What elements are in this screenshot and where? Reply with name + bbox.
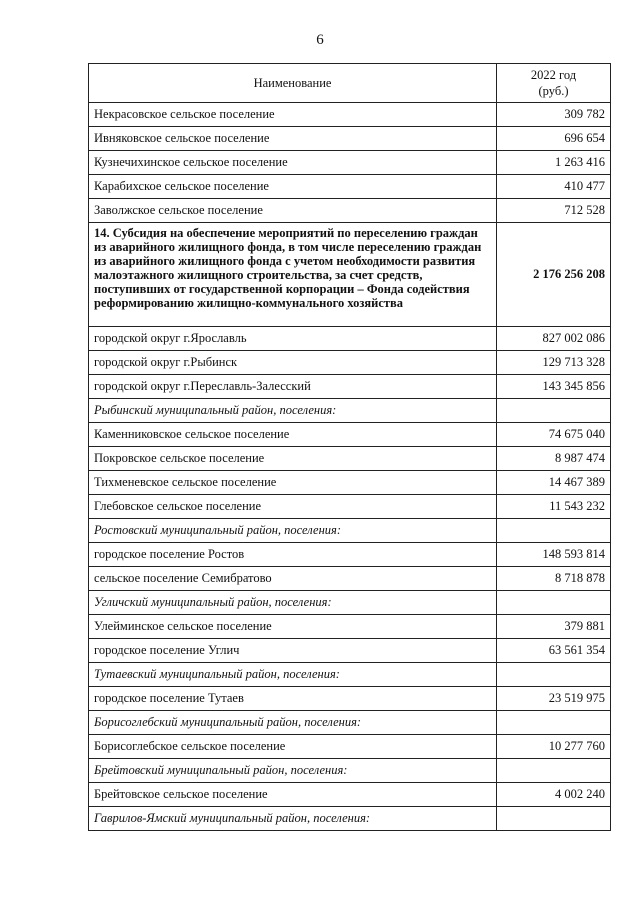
recipient-name: Улейминское сельское поселение [89, 615, 497, 639]
table-row [89, 471, 611, 495]
amount-value: 4 002 240 [497, 783, 611, 807]
table-row [89, 151, 611, 175]
recipient-name: Ивняковское сельское поселение [89, 127, 497, 151]
group-title: Брейтовский муниципальный район, поселения: [89, 759, 497, 783]
recipient-name: городской округ г.Рыбинск [89, 351, 497, 375]
amount-value: 827 002 086 [497, 327, 611, 351]
table-header-row [89, 64, 611, 103]
recipient-name: Некрасовское сельское поселение [89, 103, 497, 127]
amount-value: 143 345 856 [497, 375, 611, 399]
table-row [89, 175, 611, 199]
table-row [89, 735, 611, 759]
table-row [89, 447, 611, 471]
amount-value: 309 782 [497, 103, 611, 127]
group-header-row [89, 591, 611, 615]
recipient-name: Борисоглебское сельское поселение [89, 735, 497, 759]
group-header-row [89, 663, 611, 687]
recipient-name: городское поселение Углич [89, 639, 497, 663]
amount-value [497, 807, 611, 831]
section-row [89, 223, 611, 327]
table-row [89, 351, 611, 375]
table-row [89, 423, 611, 447]
table-row [89, 199, 611, 223]
amount-value: 8 987 474 [497, 447, 611, 471]
recipient-name: Каменниковское сельское поселение [89, 423, 497, 447]
amount-value: 11 543 232 [497, 495, 611, 519]
recipient-name: Брейтовское сельское поселение [89, 783, 497, 807]
recipient-name: сельское поселение Семибратово [89, 567, 497, 591]
table-row [89, 687, 611, 711]
amount-value: 23 519 975 [497, 687, 611, 711]
group-title: Угличский муниципальный район, поселения: [89, 591, 497, 615]
section-total: 2 176 256 208 [497, 223, 611, 327]
table-body [89, 103, 611, 831]
section-title: 14. Субсидия на обеспечение мероприятий по переселению граждан из аварийного жилищного фонда, в том числе переселению граждан из аварийного жилищного фонда с учетом необходимости развития малоэтажного жилищного строительства, за счет средств, поступивших от государственной корпорации – Фонда содействия реформированию жилищно-коммунального хозяйства [89, 223, 497, 327]
recipient-name: городской округ г.Ярославль [89, 327, 497, 351]
amount-value: 696 654 [497, 127, 611, 151]
table-row [89, 495, 611, 519]
group-title: Тутаевский муниципальный район, поселения: [89, 663, 497, 687]
amount-value [497, 519, 611, 543]
table-row [89, 375, 611, 399]
group-title: Борисоглебский муниципальный район, поселения: [89, 711, 497, 735]
amount-value [497, 399, 611, 423]
column-header-year: 2022 год [530, 68, 577, 82]
recipient-name: городской округ г.Переславль-Залесский [89, 375, 497, 399]
amount-value: 379 881 [497, 615, 611, 639]
amount-value: 1 263 416 [497, 151, 611, 175]
recipient-name: Покровское сельское поселение [89, 447, 497, 471]
amount-value [497, 663, 611, 687]
table-row [89, 567, 611, 591]
recipient-name: Глебовское сельское поселение [89, 495, 497, 519]
group-header-row [89, 807, 611, 831]
amount-value [497, 759, 611, 783]
amount-value: 63 561 354 [497, 639, 611, 663]
amount-value: 74 675 040 [497, 423, 611, 447]
group-header-row [89, 759, 611, 783]
table-row [89, 783, 611, 807]
group-title: Ростовский муниципальный район, поселения: [89, 519, 497, 543]
amount-value: 14 467 389 [497, 471, 611, 495]
recipient-name: Заволжское сельское поселение [89, 199, 497, 223]
recipient-name: Кузнечихинское сельское поселение [89, 151, 497, 175]
recipient-name: городское поселение Ростов [89, 543, 497, 567]
table-row [89, 639, 611, 663]
amount-value [497, 591, 611, 615]
group-header-row [89, 711, 611, 735]
table-row [89, 103, 611, 127]
page-number: 6 [316, 32, 324, 48]
budget-table [88, 63, 611, 831]
recipient-name: городское поселение Тутаев [89, 687, 497, 711]
group-header-row [89, 519, 611, 543]
amount-value: 148 593 814 [497, 543, 611, 567]
group-title: Гаврилов-Ямский муниципальный район, поселения: [89, 807, 497, 831]
amount-value: 712 528 [497, 199, 611, 223]
table-row [89, 127, 611, 151]
amount-value [497, 711, 611, 735]
group-header-row [89, 399, 611, 423]
table-row [89, 327, 611, 351]
amount-value: 8 718 878 [497, 567, 611, 591]
amount-value: 10 277 760 [497, 735, 611, 759]
group-title: Рыбинский муниципальный район, поселения: [89, 399, 497, 423]
recipient-name: Карабихское сельское поселение [89, 175, 497, 199]
table-row [89, 543, 611, 567]
recipient-name: Тихменевское сельское поселение [89, 471, 497, 495]
column-header-amount [497, 64, 611, 103]
column-header-unit: (руб.) [538, 84, 569, 98]
table-row [89, 615, 611, 639]
column-header-name: Наименование [89, 64, 497, 103]
amount-value: 410 477 [497, 175, 611, 199]
amount-value: 129 713 328 [497, 351, 611, 375]
